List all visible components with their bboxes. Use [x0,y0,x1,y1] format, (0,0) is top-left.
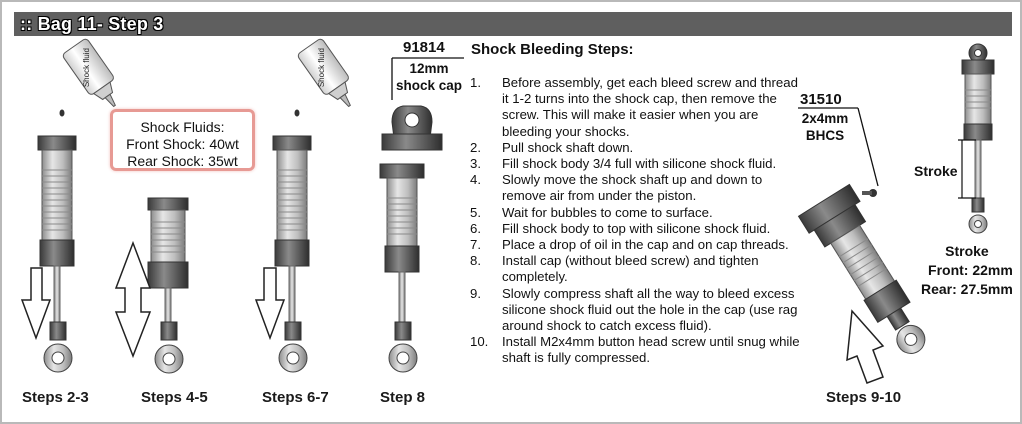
stroke-dimension-label: Stroke [914,163,958,179]
step-number: 7. [470,237,481,253]
step-text: Fill shock body 3/4 full with silicone shock fluid. [502,156,777,172]
bottle-1-label: Shock fluid [81,48,91,88]
step-item [470,205,800,221]
step-item [470,253,800,285]
shock-body-3 [273,136,311,372]
step-number: 2. [470,139,481,155]
step-item [470,75,800,140]
rear-shock-fluid: Rear Shock: 35wt [127,153,238,169]
step-item [470,334,800,366]
caption-steps-6-7: Steps 6-7 [262,389,329,406]
stroke-spec-title: Stroke [945,243,989,259]
bottle-3 [295,38,363,117]
step-text: Pull shock shaft down. [502,139,634,155]
step-number: 6. [470,220,481,236]
shock-fluids-heading: Shock Fluids: [140,119,225,135]
stroke-shock [962,44,994,233]
step-text: Install M2x4mm button head screw until snug while shaft is fully compressed. [502,334,800,366]
arrow-up-down-2 [116,243,150,356]
stroke-dimension [958,140,976,198]
bottle-1 [60,38,128,117]
caption-step-8: Step 8 [380,389,426,406]
step-text: Fill shock body to top with silicone shock fluid. [502,220,771,236]
bottle-3-label: Shock fluid [316,48,326,88]
step-number: 3. [470,156,481,172]
shock-body-4 [380,164,424,372]
step-text: Wait for bubbles to come to surface. [502,204,713,220]
shock-body-2 [148,198,188,373]
arrow-down-3 [256,268,284,338]
cap-part-name: shock cap [395,78,463,93]
step-number: 1. [470,75,481,90]
step-text: Before assembly, get each bleed screw and thread it 1-2 turns into the shock cap, then remove the screw. This will make it easier when you are bleeding your shocks. [502,75,798,139]
shock-cap [382,106,442,150]
stroke-rear: Rear: 27.5mm [921,281,1013,297]
section-title: :: Bag 11- Step 3 [20,14,164,34]
stroke-front: Front: 22mm [928,262,1013,278]
caption-steps-9-10: Steps 9-10 [826,389,902,406]
steps-title: Shock Bleeding Steps: [471,41,634,58]
step-item [470,221,800,237]
step-item [470,172,800,204]
step-number: 9. [470,285,481,301]
shock-body-1 [38,136,76,372]
step-number: 4. [470,172,481,188]
arrow-down-1 [22,268,50,338]
step-item [470,237,800,253]
step-item [470,140,800,156]
step-item [470,286,800,335]
step-text: Slowly compress shaft all the way to bleed excess silicone shock fluid out the hole in the cap (use rag around shock to catch excess fluid). [502,285,798,334]
step-number: 8. [470,253,481,269]
caption-steps-2-3: Steps 2-3 [22,389,89,406]
step-text: Slowly move the shock shaft up and down to remove air from under the piston. [502,172,763,204]
screw-part-size: 2x4mm [801,111,849,126]
step-number: 10. [470,334,489,350]
screw-part-number: 31510 [800,91,842,108]
steps-list [470,75,800,367]
step-text: Place a drop of oil in the cap and on cap threads. [502,237,789,253]
step-text: Install cap (without bleed screw) and tighten completely. [502,253,759,285]
cap-part-size: 12mm [409,61,449,76]
cap-part-description [394,60,464,94]
stroke-spec [921,242,1013,299]
front-shock-fluid: Front Shock: 40wt [126,136,239,152]
step-item [470,156,800,172]
step-number: 5. [470,204,481,220]
shock-fluids-note [110,109,255,171]
bleed-screw [862,189,877,197]
screw-part-name: BHCS [805,128,845,143]
cap-part-number: 91814 [403,39,445,56]
screw-part-description [792,110,858,144]
caption-steps-4-5: Steps 4-5 [141,389,208,406]
